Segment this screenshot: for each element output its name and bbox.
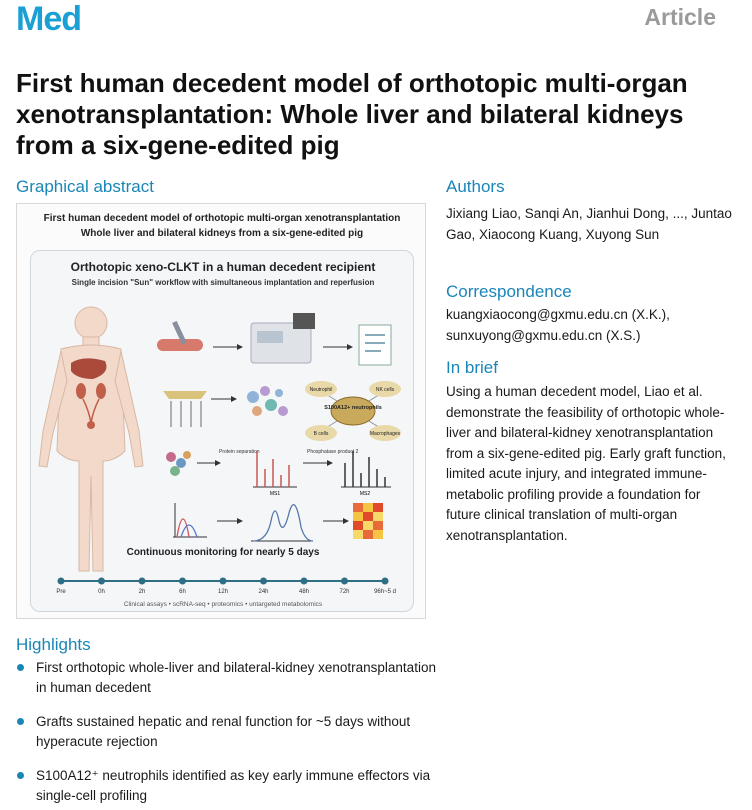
journal-logo: Med [16, 0, 81, 38]
immune-network-diagram [305, 381, 401, 441]
in-brief-text: Using a human decedent model, Liao et al. demonstrate the feasibility of orthotopic whole-liver and bilateral-kidney xenotransplantation from a six-gene-edited pig. Early graft function, limited acute injury, and integrated immune-metabolic profiling provide a foundation for future clinical translation of multi-organ xenotransplantation. [446, 384, 726, 543]
blood-tube-icon [157, 321, 203, 351]
timeline-label: 48h [298, 589, 310, 595]
ms2-spectrum-chart [341, 451, 391, 497]
ga-title-line1: First human decedent model of orthotopic multi-organ xenotransplantation [43, 213, 401, 224]
chromatogram-chart [173, 503, 207, 537]
ga-panel-title: Orthotopic xeno-CLKT in a human decedent recipient [70, 260, 376, 274]
protein-molecules-icon [166, 451, 191, 476]
monitoring-label: Continuous monitoring for nearly 5 days [126, 547, 320, 558]
highlights-heading: Highlights [16, 635, 91, 654]
network-center-label: S100A12+ neutrophils [324, 405, 382, 411]
ms1-label: MS1 [269, 491, 281, 497]
ga-panel-subtitle: Single incision "Sun" workflow with simultaneous implantation and reperfusion [71, 278, 375, 287]
ga-title-line2: Whole liver and bilateral kidneys from a six-gene-edited pig [80, 228, 364, 239]
network-node-label: Neutrophil [309, 387, 333, 393]
bullet-icon [17, 718, 24, 725]
bullet-icon [17, 772, 24, 779]
network-node-label: NK cells [375, 387, 395, 393]
paper-title: First human decedent model of orthotopic multi-organ xenotransplantation: Whole liver and bilateral kidneys from a six-gene-edited pig [16, 68, 688, 160]
highlights-list [16, 658, 436, 810]
timeline-point [301, 578, 308, 585]
highlight-item: S100A12⁺ neutrophils identified as key early immune effectors via single-cell profiling [16, 766, 436, 806]
network-node-label: Macrophages [369, 431, 401, 437]
metabolite-peaks-chart [251, 505, 313, 541]
timeline-point [179, 578, 186, 585]
highlight-item: First orthotopic whole-liver and bilateral-kidney xenotransplantation in human decedent [16, 658, 436, 698]
timeline-label: 72h [339, 589, 350, 595]
timeline-point [260, 578, 267, 585]
authors-list: Jixiang Liao, Sanqi An, Jianhui Dong, ..., Juntao Gao, Xiaocong Kuang, Xuyong Sun [446, 206, 732, 242]
timeline-point [139, 578, 146, 585]
single-cell-cluster-icon [247, 386, 288, 416]
timeline-point [220, 578, 227, 585]
monitoring-timeline [56, 578, 396, 596]
graphical-abstract-heading: Graphical abstract [16, 177, 154, 196]
heatmap-chart [353, 503, 383, 539]
human-body-icon [39, 307, 143, 571]
correspondence-emails [446, 305, 736, 346]
bullet-icon [17, 664, 24, 671]
proteomics-step-label: Phosphatase product 2 [307, 449, 359, 455]
network-node-label: B cells [313, 431, 329, 437]
tissue-sample-icon [163, 391, 207, 427]
authors-heading: Authors [446, 177, 505, 196]
email-link[interactable]: kuangxiaocong@gxmu.edu.cn (X.K.), [446, 307, 670, 322]
timeline-label: 12h [217, 589, 229, 595]
timeline-point [98, 578, 105, 585]
timeline-label: 6h [179, 589, 186, 595]
analyzer-machine-icon [251, 313, 315, 363]
in-brief-heading: In brief [446, 358, 498, 377]
timeline-point [58, 578, 65, 585]
proteomics-step-label: Protein separation [219, 449, 260, 455]
timeline-label: 2h [138, 589, 146, 595]
timeline-label: Pre [56, 589, 66, 595]
timeline-footer: Clinical assays • scRNA-seq • proteomics • untargeted metabolomics [123, 601, 323, 608]
ga-inner-panel [30, 250, 414, 612]
ms1-spectrum-chart [253, 451, 297, 497]
timeline-point [341, 578, 348, 585]
ms2-label: MS2 [359, 491, 371, 497]
report-icon [359, 325, 391, 365]
timeline-label: 24h [258, 589, 269, 595]
timeline-point [382, 578, 389, 585]
timeline-label: 96h~5 d [374, 589, 396, 595]
timeline-label: 0h [98, 589, 105, 595]
ga-illustration [31, 251, 415, 613]
correspondence-heading: Correspondence [446, 282, 572, 301]
article-type-label: Article [644, 4, 716, 30]
graphical-abstract-figure [16, 203, 426, 619]
email-link[interactable]: sunxuyong@gxmu.edu.cn (X.S.) [446, 327, 641, 343]
highlight-item: Grafts sustained hepatic and renal function for ~5 days without hyperacute rejection [16, 712, 436, 752]
